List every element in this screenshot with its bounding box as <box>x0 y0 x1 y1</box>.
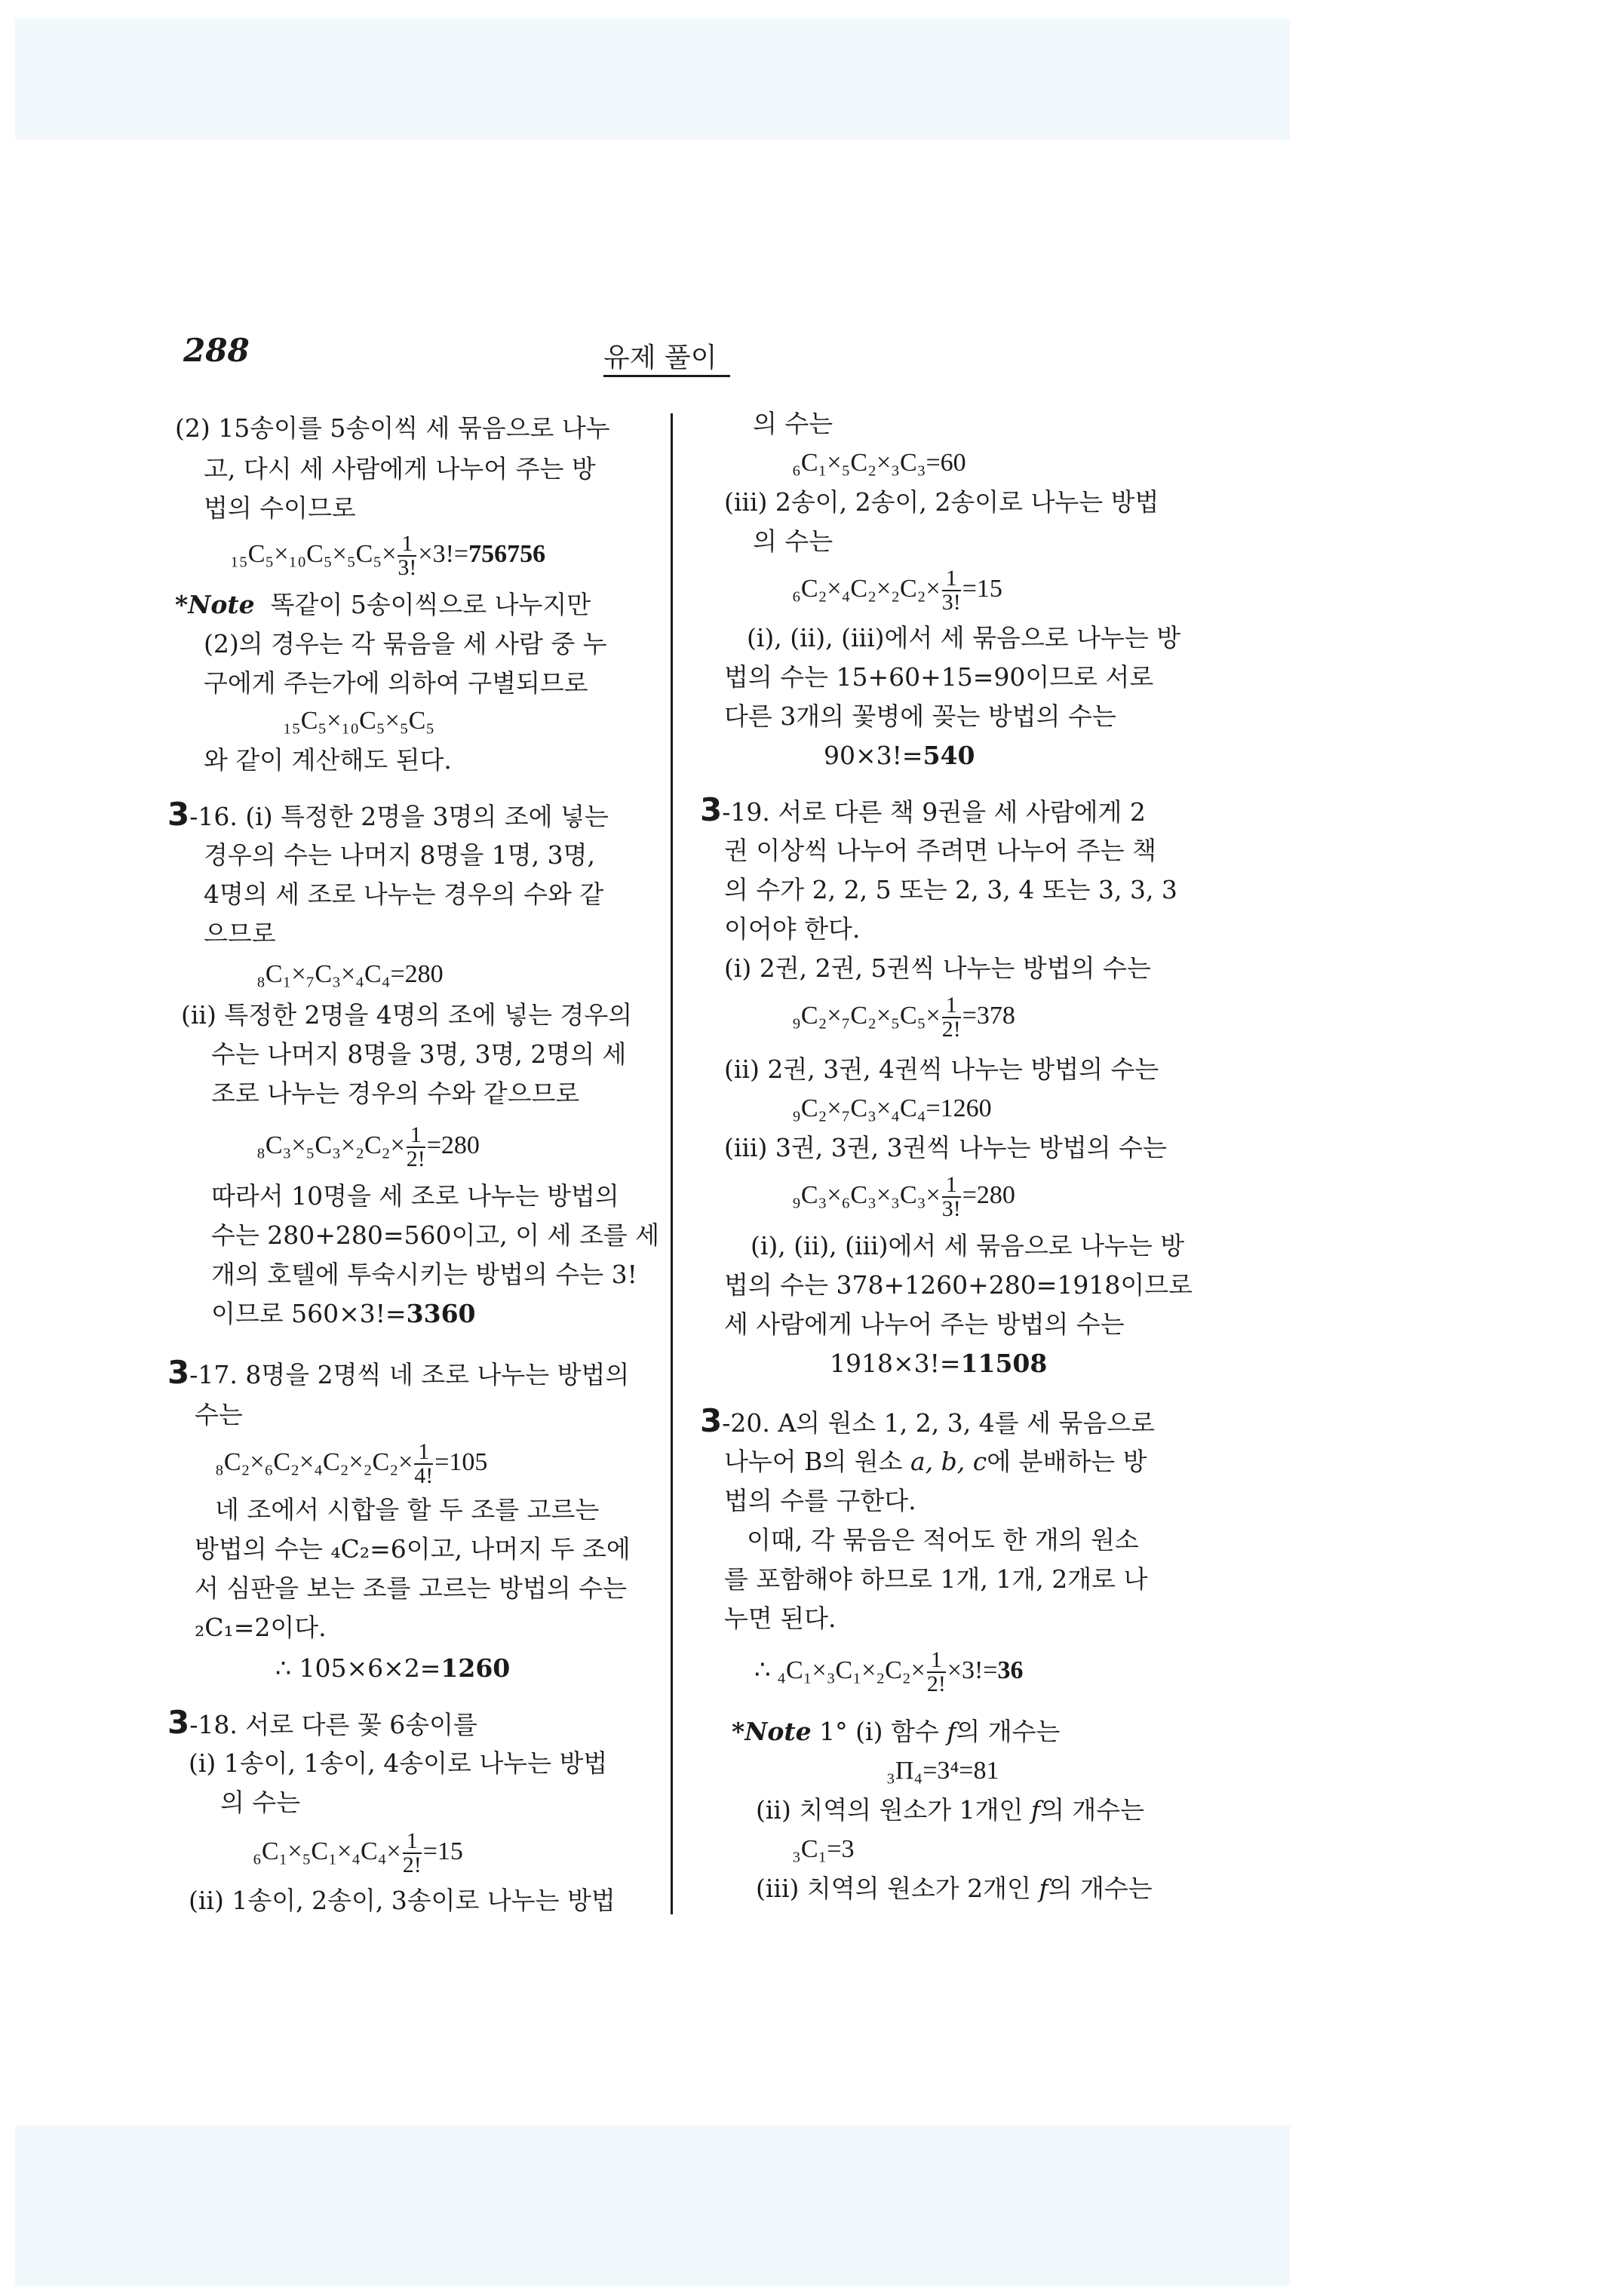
text-line: (i), (ii), (iii)에서 세 묶음으로 나누는 방 <box>751 1231 1185 1260</box>
formula-line: 90×3!=540 <box>824 741 975 770</box>
text-line: 법의 수는 15+60+15=90이므로 서로 <box>724 662 1154 692</box>
text-line: (2) 15송이를 5송이씩 세 묶음으로 나누 <box>175 413 610 443</box>
text-line: 의 수는 <box>753 526 833 556</box>
problem-3-17-heading: 3-17. 8명을 2명씩 네 조로 나누는 방법의 <box>167 1354 630 1391</box>
text-line: (iii) 치역의 원소가 2개인 f의 개수는 <box>756 1874 1153 1903</box>
formula-line: ₆C₁×₅C₁×₄C₄× $\frac{1}{2!}$ =15 <box>253 1828 463 1877</box>
text-line: (iii) 2송이, 2송이, 2송이로 나누는 방법 <box>724 487 1159 517</box>
fraction: $\frac{1}{3!}$ <box>941 1172 961 1221</box>
problem-3-19-heading: 3-19. 서로 다른 책 9권을 세 사람에게 2 <box>700 791 1146 828</box>
text-line: 수는 <box>195 1400 243 1429</box>
page-number: 288 <box>183 332 250 369</box>
text-line: (ii) 치역의 원소가 1개인 f의 개수는 <box>756 1795 1145 1825</box>
formula-line: ₈C₁×₇C₃×₄C₄=280 <box>256 960 444 988</box>
text-line: 이어야 한다. <box>724 914 861 944</box>
answer: 756756 <box>468 539 546 568</box>
text-line: 경우의 수는 나머지 8명을 1명, 3명, <box>204 840 595 870</box>
column-divider <box>671 413 673 1914</box>
formula-line: ₁₅C₅×₁₀C₅×₅C₅× $\frac{1}{3!}$ ×3!=756756 <box>230 531 546 580</box>
text-line: 법의 수이므로 <box>204 493 356 523</box>
text-line: 법의 수를 구한다. <box>724 1486 916 1515</box>
text-line: (i) 2권, 2권, 5권씩 나누는 방법의 수는 <box>724 953 1151 983</box>
note-line: *Note 똑같이 5송이씩으로 나누지만 <box>175 590 591 619</box>
answer: 3360 <box>406 1299 476 1328</box>
answer: 540 <box>923 741 975 770</box>
formula-line: ₁₅C₅×₁₀C₅×₅C₅ <box>283 707 435 735</box>
formula-line: ₃C₁=3 <box>792 1835 855 1863</box>
text-line: 수는 280+280=560이고, 이 세 조를 세 <box>211 1220 660 1250</box>
formula-line: ₆C₁×₅C₂×₃C₃=60 <box>792 449 966 477</box>
text-line: 의 수는 <box>753 409 833 438</box>
text-line: 조로 나누는 경우의 수와 같으므로 <box>211 1079 580 1108</box>
text-line: 이때, 각 묶음은 적어도 한 개의 원소 <box>747 1525 1139 1555</box>
formula-line: ₈C₃×₅C₃×₂C₂× $\frac{1}{2!}$ =280 <box>256 1122 480 1171</box>
text-line: (ii) 2권, 3권, 4권씩 나누는 방법의 수는 <box>724 1054 1159 1084</box>
text-line: (i) 1송이, 1송이, 4송이로 나누는 방법 <box>189 1748 608 1778</box>
text-line: 권 이상씩 나누어 주려면 나누어 주는 책 <box>724 836 1156 865</box>
text-line: 수는 나머지 8명을 3명, 3명, 2명의 세 <box>211 1039 627 1069</box>
text-line: 네 조에서 시합을 할 두 조를 고르는 <box>215 1495 600 1524</box>
text-line: 서 심판을 보는 조를 고르는 방법의 수는 <box>195 1573 627 1603</box>
text-line: 와 같이 계산해도 된다. <box>204 745 452 775</box>
note-line: *Note 1° (i) 함수 f의 개수는 <box>732 1717 1061 1746</box>
formula-line: ₉C₂×₇C₂×₅C₅× $\frac{1}{2!}$ =378 <box>792 993 1015 1042</box>
text-line: 의 수는 <box>220 1788 301 1817</box>
fraction: $\frac{1}{4!}$ <box>414 1439 434 1488</box>
formula-line: ₉C₃×₆C₃×₃C₃× $\frac{1}{3!}$ =280 <box>792 1172 1015 1221</box>
problem-3-20-heading: 3-20. A의 원소 1, 2, 3, 4를 세 묶음으로 <box>700 1402 1155 1439</box>
text-line: 다른 3개의 꽃병에 꽂는 방법의 수는 <box>724 701 1116 731</box>
formula-line: ₉C₂×₇C₃×₄C₄=1260 <box>792 1094 992 1122</box>
header-underline <box>603 375 730 377</box>
page-header: 유제 풀이 <box>603 342 717 373</box>
fraction: $\frac{1}{2!}$ <box>406 1122 425 1171</box>
formula-line: 1918×3!=11508 <box>830 1349 1048 1378</box>
text-line: 의 수가 2, 2, 5 또는 2, 3, 4 또는 3, 3, 3 <box>724 875 1177 904</box>
text-line: 따라서 10명을 세 조로 나누는 방법의 <box>211 1181 619 1211</box>
text-line: (iii) 3권, 3권, 3권씩 나누는 방법의 수는 <box>724 1133 1167 1162</box>
answer: 11508 <box>960 1349 1048 1378</box>
text-line: 누면 된다. <box>724 1604 837 1633</box>
formula-line: ₈C₂×₆C₂×₄C₂×₂C₂× $\frac{1}{4!}$ =105 <box>215 1439 488 1488</box>
text-line: 이므로 560×3!=3360 <box>211 1299 476 1328</box>
fraction: $\frac{1}{2!}$ <box>402 1828 422 1877</box>
top-scan-band <box>15 19 1290 140</box>
fraction: $\frac{1}{2!}$ <box>926 1647 946 1696</box>
problem-3-18-heading: 3-18. 서로 다른 꽃 6송이를 <box>167 1704 477 1741</box>
text-line: 4명의 세 조로 나누는 경우의 수와 같 <box>204 879 604 909</box>
text-line: (ii) 1송이, 2송이, 3송이로 나누는 방법 <box>189 1886 616 1915</box>
bottom-scan-band <box>15 2126 1290 2285</box>
text-line: 를 포함해야 하므로 1개, 1개, 2개로 나 <box>724 1564 1148 1594</box>
answer: 1260 <box>441 1653 511 1683</box>
formula-line: ∴ 105×6×2=1260 <box>275 1653 511 1683</box>
text-line: (i), (ii), (iii)에서 세 묶음으로 나누는 방 <box>747 623 1181 652</box>
formula-line: ₆C₂×₄C₂×₂C₂× $\frac{1}{3!}$ =15 <box>792 566 1002 615</box>
text-line: (ii) 특정한 2명을 4명의 조에 넣는 경우의 <box>181 1000 633 1030</box>
formula-line: ₃Π₄=3⁴=81 <box>886 1757 999 1785</box>
note-label: *Note <box>732 1717 812 1746</box>
fraction: $\frac{1}{3!}$ <box>941 566 961 615</box>
text-line: ₂C₁=2이다. <box>195 1613 327 1642</box>
note-label: *Note <box>175 590 255 619</box>
formula-line: ∴ ₄C₁×₃C₁×₂C₂× $\frac{1}{2!}$ ×3!=36 <box>754 1647 1024 1696</box>
text-line: 개의 호텔에 투숙시키는 방법의 수는 3! <box>211 1260 637 1289</box>
text-line: 구에게 주는가에 의하여 구별되므로 <box>204 668 588 698</box>
answer: 36 <box>997 1656 1024 1684</box>
text-line: 방법의 수는 ₄C₂=6이고, 나머지 두 조에 <box>195 1534 631 1564</box>
fraction: $\frac{1}{3!}$ <box>398 531 417 580</box>
text-line: 나누어 B의 원소 a, b, c에 분배하는 방 <box>724 1447 1147 1476</box>
text-line: 으므로 <box>204 919 276 948</box>
text-line: 고, 다시 세 사람에게 나누어 주는 방 <box>204 454 596 483</box>
fraction: $\frac{1}{2!}$ <box>941 993 961 1042</box>
text-line: 법의 수는 378+1260+280=1918이므로 <box>724 1270 1193 1300</box>
text-line: (2)의 경우는 각 묶음을 세 사람 중 누 <box>204 629 607 658</box>
problem-3-16-heading: 3-16. (i) 특정한 2명을 3명의 조에 넣는 <box>167 796 609 833</box>
text-line: 세 사람에게 나누어 주는 방법의 수는 <box>724 1309 1125 1339</box>
